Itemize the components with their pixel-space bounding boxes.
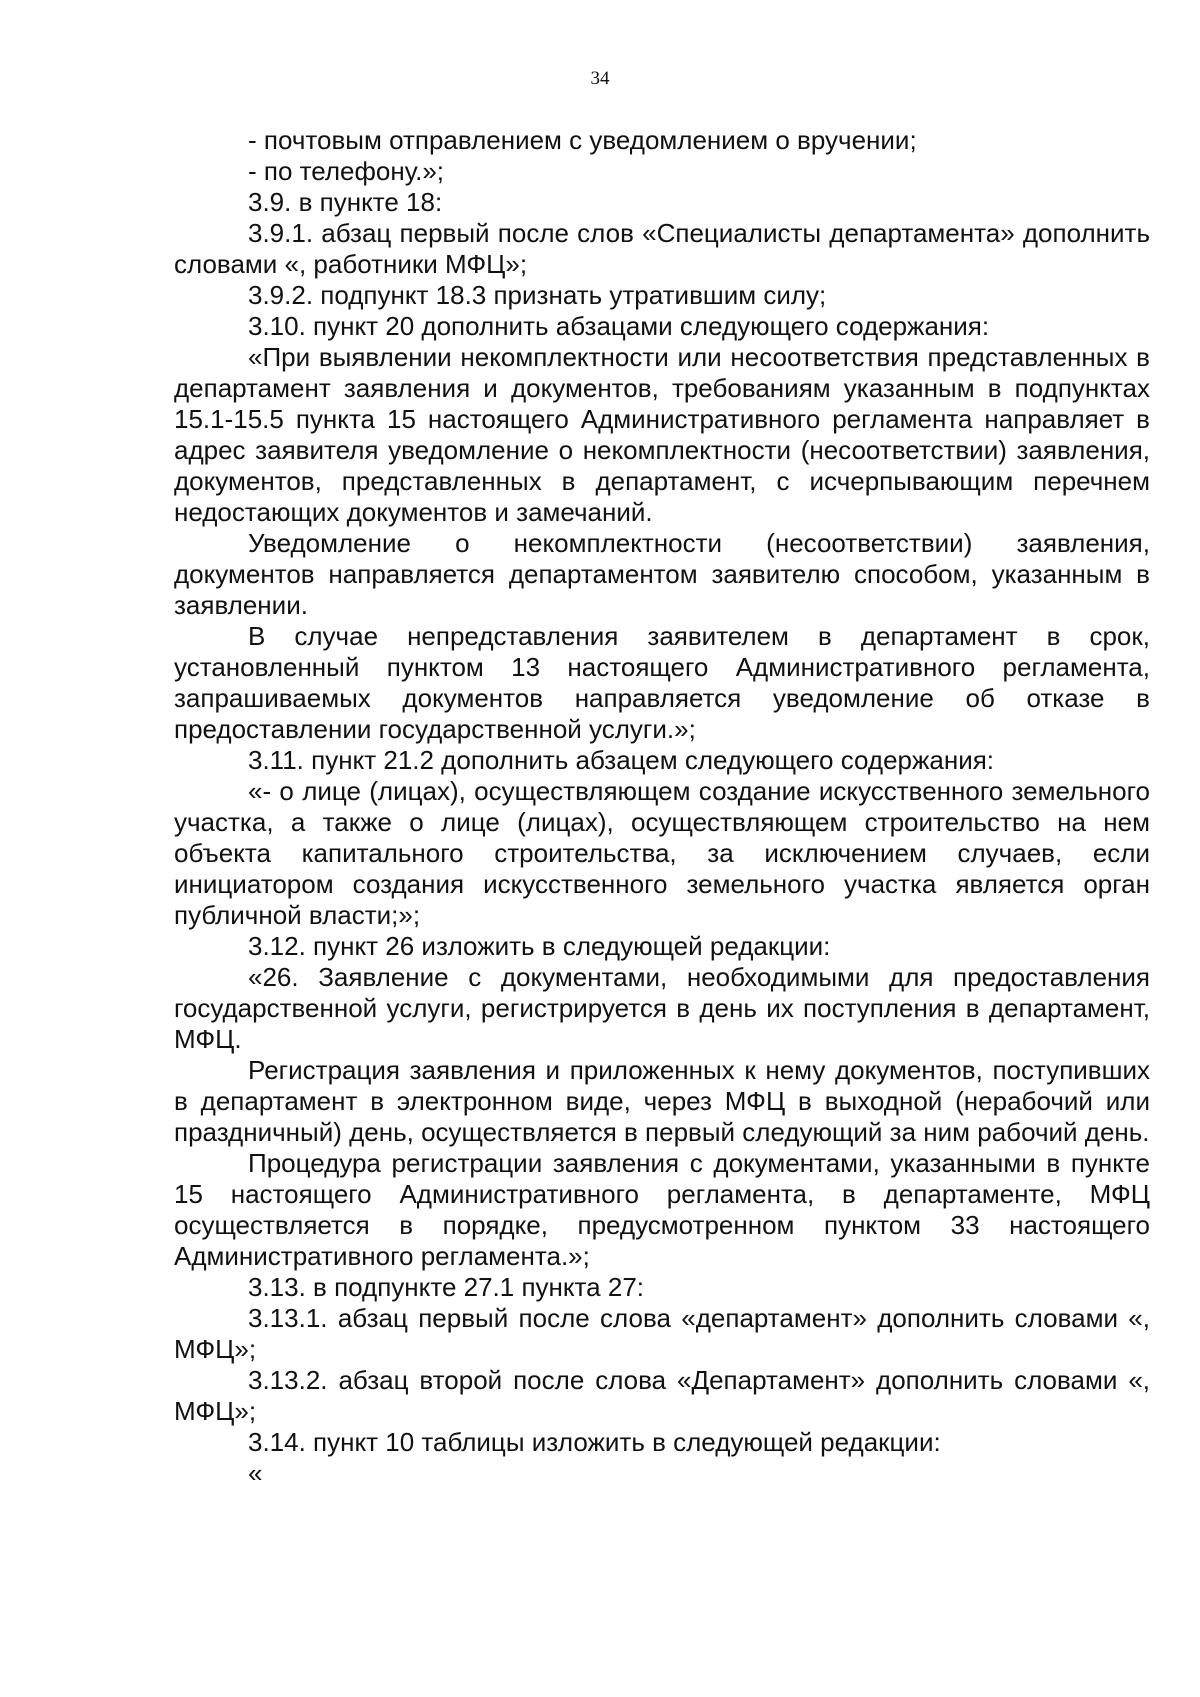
paragraph: 3.13. в подпункте 27.1 пункта 27: <box>248 1272 645 1302</box>
paragraph: «При выявлении некомплектности или несоответствия представленных в департамент заявления и документов, требованиям указанным в подпунктах 15.1-15.5 пункта 15 настоящего Административного регламента направляет в адрес заявителя уведомление о некомплектности (несоответствии) заявления, документов, представленных в департамент, с исчерпывающим перечнем недостающих документов и замечаний. <box>174 342 1150 527</box>
paragraph: 3.13.2. абзац второй после слова «Департамент» дополнить словами «, МФЦ»; <box>174 1365 1150 1426</box>
paragraph: 3.9.1. абзац первый после слов «Специалисты департамента» дополнить словами «, работники МФЦ»; <box>174 218 1150 279</box>
paragraph: 3.12. пункт 26 изложить в следующей редакции: <box>248 931 831 961</box>
paragraph: - по телефону.»; <box>248 156 445 186</box>
paragraph: 3.10. пункт 20 дополнить абзацами следующего содержания: <box>248 311 990 341</box>
paragraph: 3.11. пункт 21.2 дополнить абзацем следующего содержания: <box>248 745 995 775</box>
page-number: 34 <box>590 68 610 89</box>
paragraph: Регистрация заявления и приложенных к нему документов, поступивших в департамент в электронном виде, через МФЦ в выходной (нерабочий или праздничный) день, осуществляется в первый следующий за ним рабочий день. <box>174 1055 1150 1147</box>
paragraph: «- о лице (лицах), осуществляющем создание искусственного земельного участка, а также о лице (лицах), осуществляющем строительство на нем объекта капитального строительства, за исключением случаев, если инициатором создания искусственного земельного участка является орган публичной власти;»; <box>174 776 1150 930</box>
paragraph: «26. Заявление с документами, необходимыми для предоставления государственной услуги, регистрируется в день их поступления в департамент, МФЦ. <box>174 962 1150 1054</box>
paragraph: 3.14. пункт 10 таблицы изложить в следующей редакции: <box>248 1427 941 1457</box>
paragraph: Уведомление о некомплектности (несоответствии) заявления, документов направляется департаментом заявителю способом, указанным в заявлении. <box>174 528 1150 620</box>
paragraph: 3.9. в пункте 18: <box>248 187 443 217</box>
paragraph: 3.13.1. абзац первый после слова «департамент» дополнить словами «, МФЦ»; <box>174 1303 1150 1364</box>
paragraph: « <box>248 1458 263 1488</box>
paragraph: 3.9.2. подпункт 18.3 признать утратившим силу; <box>248 280 827 310</box>
paragraph: В случае непредставления заявителем в департамент в срок, установленный пунктом 13 настоящего Административного регламента, запрашиваемых документов направляется уведомление об отказе в предоставлении государственной услуги.»; <box>174 621 1150 744</box>
document-body <box>174 125 1150 1489</box>
paragraph: - почтовым отправлением с уведомлением о вручении; <box>248 125 917 155</box>
paragraph: Процедура регистрации заявления с документами, указанными в пункте 15 настоящего Административного регламента, в департаменте, МФЦ осуществляется в порядке, предусмотренном пунктом 33 настоящего Административного регламента.»; <box>174 1148 1150 1271</box>
